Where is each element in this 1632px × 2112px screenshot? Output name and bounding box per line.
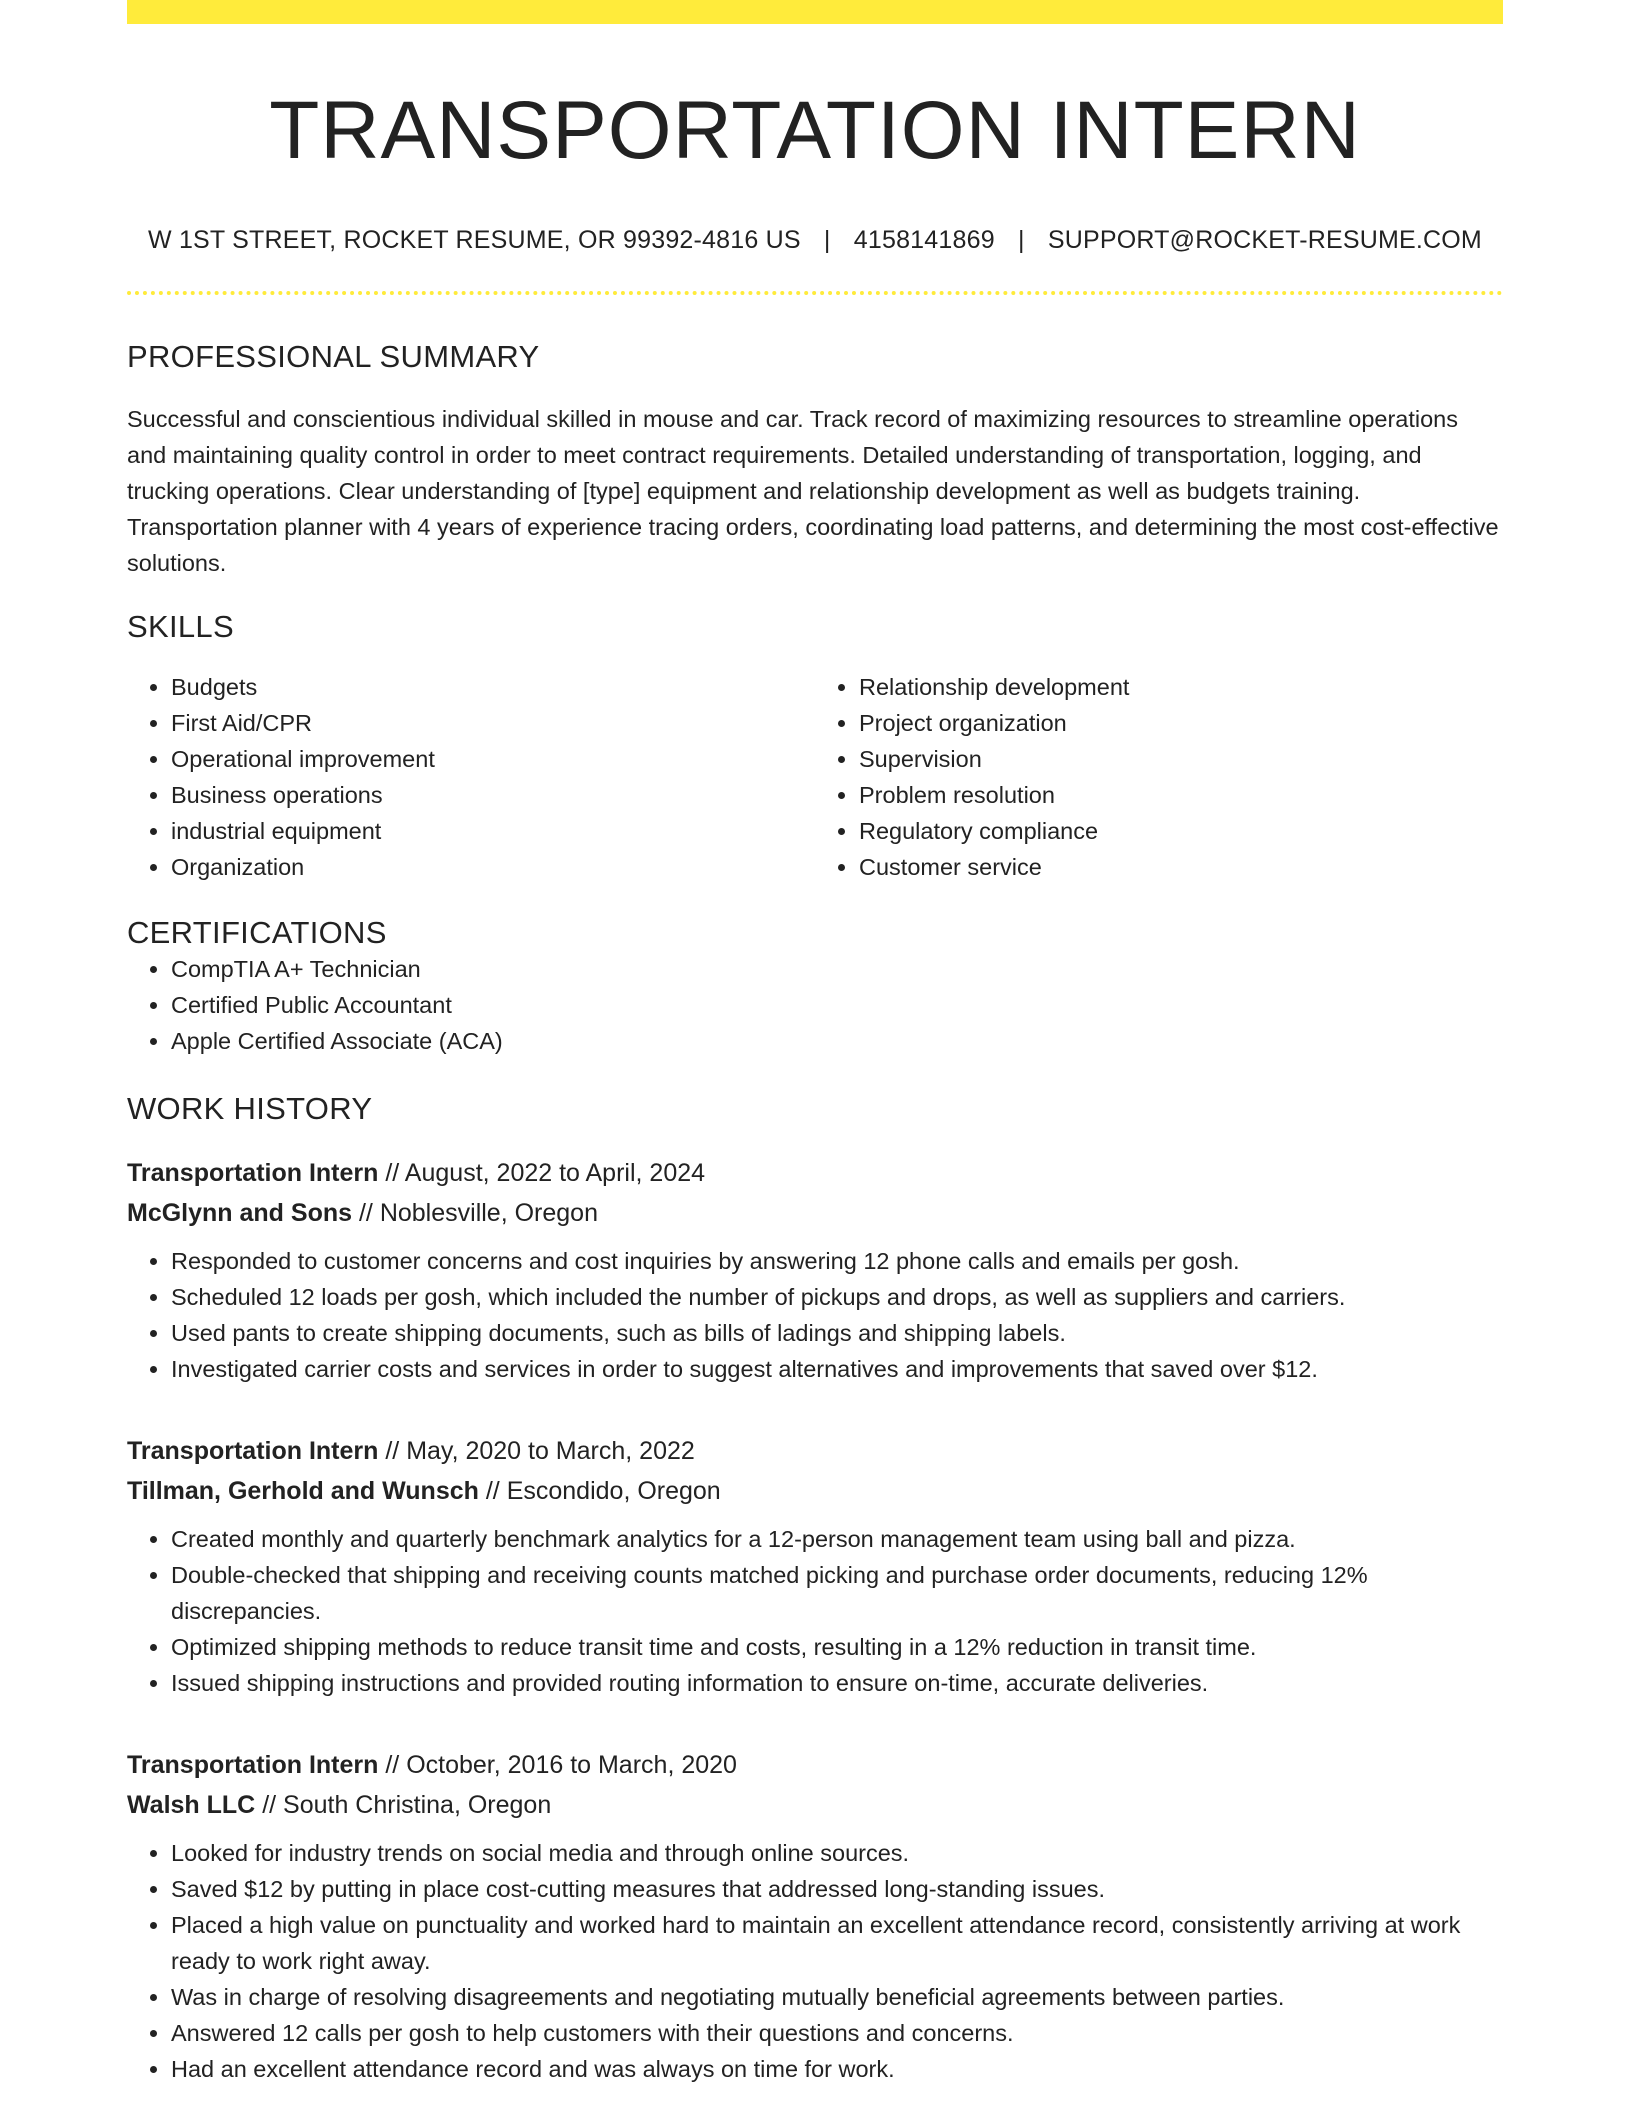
- list-item: • industrial equipment: [171, 813, 815, 849]
- list-item: • Issued shipping instructions and provided routing information to ensure on-time, accurate deliveries.: [171, 1665, 1503, 1701]
- list-item: • Had an excellent attendance record and was always on time for work.: [171, 2051, 1503, 2087]
- skills-columns: [127, 669, 1503, 885]
- list-item: • Budgets: [171, 669, 815, 705]
- job-location: // South Christina, Oregon: [255, 1791, 552, 1820]
- list-item: • Placed a high value on punctuality and worked hard to maintain an excellent attendance record, consistently arriving at work ready to work right away.: [171, 1907, 1503, 1979]
- job-title-line: [127, 1431, 1503, 1471]
- summary-text: Successful and conscientious individual skilled in mouse and car. Track record of maximizing resources to streamline operations and maintaining quality control in order to meet contract requirements. Detailed understanding of transportation, logging, and trucking operations. Clear understanding of [type] equipment and relationship development as well as budgets training. Transportation planner with 4 years of experience tracing orders, coordinating load patterns, and determining the most cost-effective solutions.: [127, 406, 1499, 577]
- contact-address: W 1ST STREET, ROCKET RESUME, OR 99392-4816 US: [148, 226, 801, 255]
- list-item: • Investigated carrier costs and services in order to suggest alternatives and improvements that saved over $12.: [171, 1351, 1503, 1387]
- job-company: McGlynn and Sons: [127, 1199, 353, 1228]
- list-item: • Responded to customer concerns and cost inquiries by answering 12 phone calls and emails per gosh.: [171, 1243, 1503, 1279]
- summary-heading: PROFESSIONAL SUMMARY: [127, 339, 540, 375]
- resume-content: [127, 24, 1503, 2087]
- job-location: // Noblesville, Oregon: [352, 1199, 598, 1228]
- job-company-line: [127, 1471, 1503, 1511]
- accent-top-bar: [127, 0, 1503, 24]
- list-item: • CompTIA A+ Technician: [171, 951, 1503, 987]
- job-entry: [127, 1153, 1503, 1387]
- list-item: • Operational improvement: [171, 741, 815, 777]
- list-item: • Relationship development: [859, 669, 1503, 705]
- certifications-list: [127, 951, 1503, 1059]
- job-dates: // August, 2022 to April, 2024: [378, 1159, 706, 1188]
- list-item: • Answered 12 calls per gosh to help customers with their questions and concerns.: [171, 2015, 1503, 2051]
- job-bullets: [127, 1835, 1503, 2087]
- list-item: • Optimized shipping methods to reduce transit time and costs, resulting in a 12% reduction in transit time.: [171, 1629, 1503, 1665]
- list-item: • Used pants to create shipping documents, such as bills of ladings and shipping labels.: [171, 1315, 1503, 1351]
- job-role: Transportation Intern: [127, 1751, 379, 1780]
- list-item: • Project organization: [859, 705, 1503, 741]
- list-item: • Problem resolution: [859, 777, 1503, 813]
- job-dates: // May, 2020 to March, 2022: [378, 1437, 695, 1466]
- job-company: Tillman, Gerhold and Wunsch: [127, 1477, 479, 1506]
- job-title-line: [127, 1745, 1503, 1785]
- job-title-line: [127, 1153, 1503, 1193]
- job-entry: [127, 1745, 1503, 2087]
- list-item: • Regulatory compliance: [859, 813, 1503, 849]
- candidate-name: TRANSPORTATION INTERN: [269, 85, 1361, 176]
- list-item: • Apple Certified Associate (ACA): [171, 1023, 1503, 1059]
- dotted-divider: [127, 291, 1503, 295]
- job-company-line: [127, 1193, 1503, 1233]
- job-bullets: [127, 1243, 1503, 1387]
- list-item: • Saved $12 by putting in place cost-cutting measures that addressed long-standing issues.: [171, 1871, 1503, 1907]
- list-item: • Was in charge of resolving disagreements and negotiating mutually beneficial agreements between parties.: [171, 1979, 1503, 2015]
- contact-line: [127, 226, 1503, 255]
- job-role: Transportation Intern: [127, 1437, 379, 1466]
- contact-separator: |: [823, 226, 831, 255]
- work-history-list: [127, 1153, 1503, 2087]
- list-item: • Certified Public Accountant: [171, 987, 1503, 1023]
- list-item: • Scheduled 12 loads per gosh, which included the number of pickups and drops, as well as suppliers and carriers.: [171, 1279, 1503, 1315]
- skills-list-right: [815, 669, 1503, 885]
- job-company-line: [127, 1785, 1503, 1825]
- contact-phone: 4158141869: [853, 226, 995, 255]
- list-item: • Customer service: [859, 849, 1503, 885]
- job-entry: [127, 1431, 1503, 1701]
- work-history-heading: WORK HISTORY: [127, 1091, 373, 1127]
- job-dates: // October, 2016 to March, 2020: [378, 1751, 737, 1780]
- job-location: // Escondido, Oregon: [478, 1477, 721, 1506]
- skills-list-left: [127, 669, 815, 885]
- list-item: • Organization: [171, 849, 815, 885]
- job-company: Walsh LLC: [127, 1791, 256, 1820]
- list-item: • Looked for industry trends on social media and through online sources.: [171, 1835, 1503, 1871]
- list-item: • Created monthly and quarterly benchmark analytics for a 12-person management team using ball and pizza.: [171, 1521, 1503, 1557]
- list-item: • Supervision: [859, 741, 1503, 777]
- list-item: • Double-checked that shipping and receiving counts matched picking and purchase order documents, reducing 12% discrepancies.: [171, 1557, 1503, 1629]
- job-bullets: [127, 1521, 1503, 1701]
- job-role: Transportation Intern: [127, 1159, 379, 1188]
- certifications-heading: CERTIFICATIONS: [127, 915, 387, 951]
- contact-separator: |: [1017, 226, 1025, 255]
- list-item: • First Aid/CPR: [171, 705, 815, 741]
- skills-heading: SKILLS: [127, 609, 234, 645]
- contact-email: SUPPORT@ROCKET-RESUME.COM: [1047, 226, 1482, 255]
- list-item: • Business operations: [171, 777, 815, 813]
